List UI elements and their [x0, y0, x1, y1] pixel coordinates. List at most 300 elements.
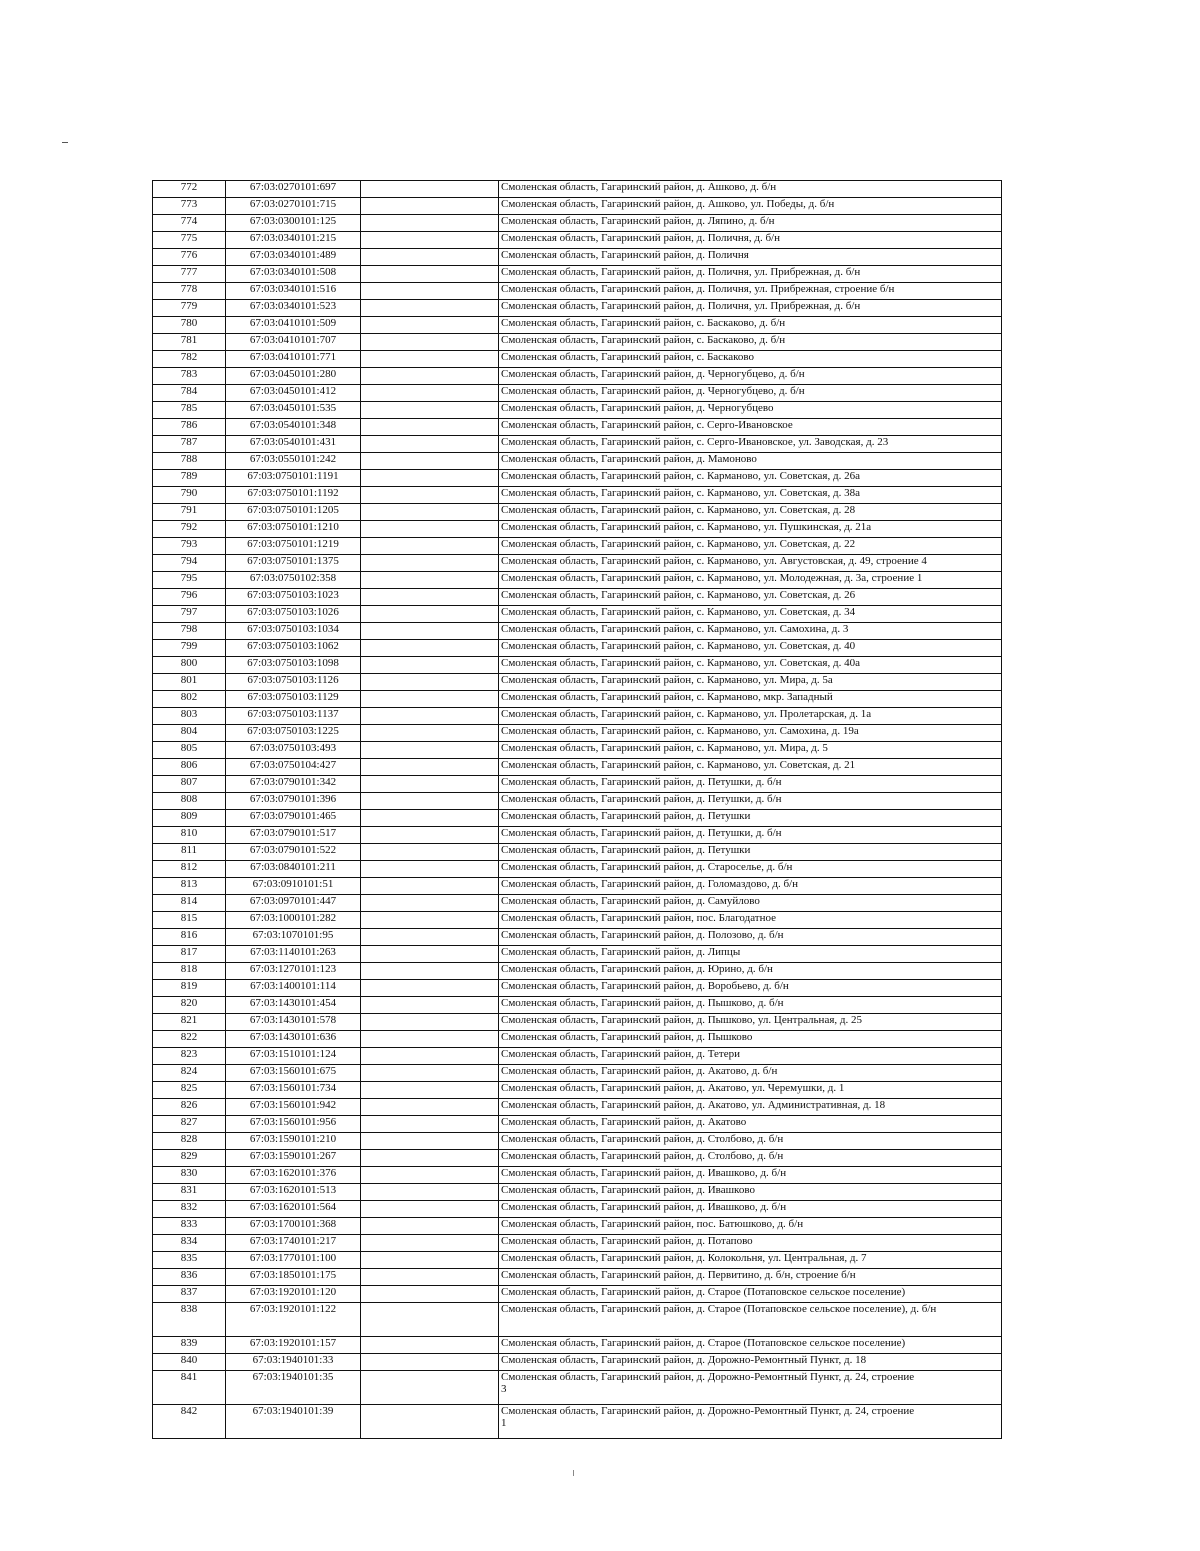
empty-cell [361, 878, 499, 895]
table-row [153, 980, 1002, 997]
row-number-cell: 804 [153, 725, 226, 742]
table-row [153, 1031, 1002, 1048]
address-cell: Смоленская область, Гагаринский район, с. Карманово, ул. Советская, д. 34 [499, 606, 1002, 623]
cadastral-number-cell: 67:03:1430101:636 [226, 1031, 361, 1048]
cadastral-number-cell: 67:03:0340101:489 [226, 249, 361, 266]
empty-cell [361, 453, 499, 470]
row-number-cell: 792 [153, 521, 226, 538]
address-cell: Смоленская область, Гагаринский район, с. Карманово, ул. Советская, д. 26 [499, 589, 1002, 606]
table-row [153, 895, 1002, 912]
empty-cell [361, 589, 499, 606]
row-number-cell: 815 [153, 912, 226, 929]
row-number-cell: 786 [153, 419, 226, 436]
address-cell: Смоленская область, Гагаринский район, с. Карманово, ул. Августовская, д. 49, строение 4 [499, 555, 1002, 572]
table-row [153, 351, 1002, 368]
row-number-cell: 808 [153, 793, 226, 810]
row-number-cell: 777 [153, 266, 226, 283]
cadastral-number-cell: 67:03:0750103:1034 [226, 623, 361, 640]
cadastral-number-cell: 67:03:1270101:123 [226, 963, 361, 980]
row-number-cell: 820 [153, 997, 226, 1014]
cadastral-number-cell: 67:03:1560101:734 [226, 1082, 361, 1099]
address-cell: Смоленская область, Гагаринский район, д. Черногубцево [499, 402, 1002, 419]
row-number-cell: 821 [153, 1014, 226, 1031]
address-cell: Смоленская область, Гагаринский район, д. Петушки, д. б/н [499, 793, 1002, 810]
cadastral-number-cell: 67:03:0790101:517 [226, 827, 361, 844]
table-row [153, 742, 1002, 759]
cadastral-number-cell: 67:03:1700101:368 [226, 1218, 361, 1235]
cadastral-number-cell: 67:03:1740101:217 [226, 1235, 361, 1252]
table-row [153, 1099, 1002, 1116]
empty-cell [361, 334, 499, 351]
row-number-cell: 811 [153, 844, 226, 861]
row-number-cell: 823 [153, 1048, 226, 1065]
cadastral-number-cell: 67:03:0750103:1026 [226, 606, 361, 623]
cadastral-number-cell: 67:03:0540101:431 [226, 436, 361, 453]
address-cell: Смоленская область, Гагаринский район, д. Столбово, д. б/н [499, 1133, 1002, 1150]
registry-table-body [153, 181, 1002, 1439]
cadastral-number-cell: 67:03:0750101:1205 [226, 504, 361, 521]
address-cell: Смоленская область, Гагаринский район, с. Карманово, ул. Советская, д. 26а [499, 470, 1002, 487]
registry-table [152, 180, 1002, 1439]
cadastral-number-cell: 67:03:0970101:447 [226, 895, 361, 912]
empty-cell [361, 1116, 499, 1133]
cadastral-number-cell: 67:03:1140101:263 [226, 946, 361, 963]
table-row [153, 861, 1002, 878]
table-row [153, 385, 1002, 402]
empty-cell [361, 538, 499, 555]
cadastral-number-cell: 67:03:1590101:267 [226, 1150, 361, 1167]
address-cell: Смоленская область, Гагаринский район, д. Пышково, д. б/н [499, 997, 1002, 1014]
cadastral-number-cell: 67:03:1560101:942 [226, 1099, 361, 1116]
address-cell: Смоленская область, Гагаринский район, д. Петушки, д. б/н [499, 776, 1002, 793]
cadastral-number-cell: 67:03:0450101:412 [226, 385, 361, 402]
cadastral-number-cell: 67:03:0300101:125 [226, 215, 361, 232]
table-row [153, 1184, 1002, 1201]
scan-mark [62, 142, 68, 143]
empty-cell [361, 827, 499, 844]
table-row [153, 402, 1002, 419]
table-row [153, 1014, 1002, 1031]
address-cell: Смоленская область, Гагаринский район, д. Потапово [499, 1235, 1002, 1252]
row-number-cell: 835 [153, 1252, 226, 1269]
row-number-cell: 780 [153, 317, 226, 334]
address-cell: Смоленская область, Гагаринский район, с. Серго-Ивановское, ул. Заводская, д. 23 [499, 436, 1002, 453]
empty-cell [361, 640, 499, 657]
table-row [153, 912, 1002, 929]
cadastral-number-cell: 67:03:1430101:454 [226, 997, 361, 1014]
address-cell: Смоленская область, Гагаринский район, с. Карманово, ул. Пролетарская, д. 1а [499, 708, 1002, 725]
empty-cell [361, 674, 499, 691]
table-row [153, 283, 1002, 300]
cadastral-number-cell: 67:03:0450101:535 [226, 402, 361, 419]
table-row [153, 453, 1002, 470]
row-number-cell: 794 [153, 555, 226, 572]
address-cell: Смоленская область, Гагаринский район, с. Баскаково, д. б/н [499, 334, 1002, 351]
cadastral-number-cell: 67:03:0550101:242 [226, 453, 361, 470]
cadastral-number-cell: 67:03:0790101:396 [226, 793, 361, 810]
table-row [153, 198, 1002, 215]
cadastral-number-cell: 67:03:0750103:1098 [226, 657, 361, 674]
row-number-cell: 831 [153, 1184, 226, 1201]
cadastral-number-cell: 67:03:1920101:122 [226, 1303, 361, 1337]
empty-cell [361, 351, 499, 368]
empty-cell [361, 1031, 499, 1048]
empty-cell [361, 912, 499, 929]
row-number-cell: 784 [153, 385, 226, 402]
row-number-cell: 790 [153, 487, 226, 504]
empty-cell [361, 708, 499, 725]
row-number-cell: 828 [153, 1133, 226, 1150]
table-row [153, 317, 1002, 334]
cadastral-number-cell: 67:03:0790101:342 [226, 776, 361, 793]
row-number-cell: 817 [153, 946, 226, 963]
cadastral-number-cell: 67:03:0750104:427 [226, 759, 361, 776]
empty-cell [361, 1354, 499, 1371]
cadastral-number-cell: 67:03:1400101:114 [226, 980, 361, 997]
empty-cell [361, 861, 499, 878]
table-row [153, 946, 1002, 963]
row-number-cell: 798 [153, 623, 226, 640]
address-cell: Смоленская область, Гагаринский район, с. Карманово, ул. Советская, д. 22 [499, 538, 1002, 555]
row-number-cell: 796 [153, 589, 226, 606]
table-row [153, 878, 1002, 895]
address-cell: Смоленская область, Гагаринский район, пос. Благодатное [499, 912, 1002, 929]
table-row [153, 1269, 1002, 1286]
cadastral-number-cell: 67:03:0410101:707 [226, 334, 361, 351]
empty-cell [361, 572, 499, 589]
address-cell: Смоленская область, Гагаринский район, с. Баскаково, д. б/н [499, 317, 1002, 334]
cadastral-number-cell: 67:03:1770101:100 [226, 1252, 361, 1269]
address-cell: Смоленская область, Гагаринский район, д. Липцы [499, 946, 1002, 963]
address-cell: Смоленская область, Гагаринский район, д. Первитино, д. б/н, строение б/н [499, 1269, 1002, 1286]
address-cell: Смоленская область, Гагаринский район, с. Карманово, ул. Советская, д. 40 [499, 640, 1002, 657]
address-cell: Смоленская область, Гагаринский район, пос. Батюшково, д. б/н [499, 1218, 1002, 1235]
row-number-cell: 813 [153, 878, 226, 895]
address-cell: Смоленская область, Гагаринский район, д. Поличня, ул. Прибрежная, строение б/н [499, 283, 1002, 300]
empty-cell [361, 283, 499, 300]
cadastral-number-cell: 67:03:1940101:35 [226, 1371, 361, 1405]
address-cell: Смоленская область, Гагаринский район, д. Петушки, д. б/н [499, 827, 1002, 844]
address-cell: Смоленская область, Гагаринский район, с. Карманово, мкр. Западный [499, 691, 1002, 708]
table-row [153, 1354, 1002, 1371]
table-row [153, 1167, 1002, 1184]
cadastral-number-cell: 67:03:1070101:95 [226, 929, 361, 946]
empty-cell [361, 997, 499, 1014]
row-number-cell: 788 [153, 453, 226, 470]
address-cell: Смоленская область, Гагаринский район, д. Столбово, д. б/н [499, 1150, 1002, 1167]
table-row [153, 793, 1002, 810]
row-number-cell: 782 [153, 351, 226, 368]
cadastral-number-cell: 67:03:0910101:51 [226, 878, 361, 895]
empty-cell [361, 895, 499, 912]
cadastral-number-cell: 67:03:0750101:1192 [226, 487, 361, 504]
address-cell: Смоленская область, Гагаринский район, с. Карманово, ул. Советская, д. 40а [499, 657, 1002, 674]
address-cell: Смоленская область, Гагаринский район, д. Старое (Потаповское сельское поселение) [499, 1337, 1002, 1354]
cadastral-number-cell: 67:03:1920101:120 [226, 1286, 361, 1303]
address-cell: Смоленская область, Гагаринский район, д. Ашково, д. б/н [499, 181, 1002, 198]
address-cell: Смоленская область, Гагаринский район, д. Акатово [499, 1116, 1002, 1133]
empty-cell [361, 555, 499, 572]
cadastral-number-cell: 67:03:0410101:509 [226, 317, 361, 334]
row-number-cell: 791 [153, 504, 226, 521]
empty-cell [361, 232, 499, 249]
row-number-cell: 807 [153, 776, 226, 793]
row-number-cell: 826 [153, 1099, 226, 1116]
row-number-cell: 832 [153, 1201, 226, 1218]
cadastral-number-cell: 67:03:0750103:493 [226, 742, 361, 759]
table-row [153, 300, 1002, 317]
empty-cell [361, 1337, 499, 1354]
address-cell: Смоленская область, Гагаринский район, д. Поличня, ул. Прибрежная, д. б/н [499, 300, 1002, 317]
address-cell: Смоленская область, Гагаринский район, д. Ивашково, д. б/н [499, 1201, 1002, 1218]
empty-cell [361, 1099, 499, 1116]
table-row [153, 1133, 1002, 1150]
empty-cell [361, 1184, 499, 1201]
address-cell: Смоленская область, Гагаринский район, д. Акатово, д. б/н [499, 1065, 1002, 1082]
cadastral-number-cell: 67:03:0750102:358 [226, 572, 361, 589]
empty-cell [361, 385, 499, 402]
empty-cell [361, 198, 499, 215]
cadastral-number-cell: 67:03:0340101:516 [226, 283, 361, 300]
empty-cell [361, 1201, 499, 1218]
cadastral-number-cell: 67:03:0750101:1210 [226, 521, 361, 538]
empty-cell [361, 606, 499, 623]
address-cell: Смоленская область, Гагаринский район, с. Карманово, ул. Советская, д. 21 [499, 759, 1002, 776]
empty-cell [361, 487, 499, 504]
table-row [153, 963, 1002, 980]
table-row [153, 368, 1002, 385]
row-number-cell: 818 [153, 963, 226, 980]
row-number-cell: 809 [153, 810, 226, 827]
address-cell: Смоленская область, Гагаринский район, д. Юрино, д. б/н [499, 963, 1002, 980]
row-number-cell: 795 [153, 572, 226, 589]
empty-cell [361, 1286, 499, 1303]
cadastral-number-cell: 67:03:1430101:578 [226, 1014, 361, 1031]
row-number-cell: 793 [153, 538, 226, 555]
empty-cell [361, 691, 499, 708]
table-row [153, 1235, 1002, 1252]
cadastral-number-cell: 67:03:1940101:39 [226, 1405, 361, 1439]
address-cell: Смоленская область, Гагаринский район, с. Карманово, ул. Мира, д. 5 [499, 742, 1002, 759]
cadastral-number-cell: 67:03:1920101:157 [226, 1337, 361, 1354]
address-cell: Смоленская область, Гагаринский район, д. Староселье, д. б/н [499, 861, 1002, 878]
table-row [153, 827, 1002, 844]
address-cell: Смоленская область, Гагаринский район, с. Карманово, ул. Самохина, д. 3 [499, 623, 1002, 640]
row-number-cell: 785 [153, 402, 226, 419]
scan-speck [573, 1470, 574, 1476]
empty-cell [361, 1252, 499, 1269]
address-cell: Смоленская область, Гагаринский район, с. Карманово, ул. Молодежная, д. 3а, строение 1 [499, 572, 1002, 589]
address-cell: Смоленская область, Гагаринский район, д. Поличня, ул. Прибрежная, д. б/н [499, 266, 1002, 283]
address-cell: Смоленская область, Гагаринский район, д. Ляпино, д. б/н [499, 215, 1002, 232]
empty-cell [361, 521, 499, 538]
empty-cell [361, 1235, 499, 1252]
table-row [153, 776, 1002, 793]
address-cell: Смоленская область, Гагаринский район, с. Карманово, ул. Советская, д. 28 [499, 504, 1002, 521]
table-row [153, 555, 1002, 572]
address-cell: Смоленская область, Гагаринский район, д. Старое (Потаповское сельское поселение) [499, 1286, 1002, 1303]
row-number-cell: 816 [153, 929, 226, 946]
table-row [153, 708, 1002, 725]
empty-cell [361, 980, 499, 997]
table-row [153, 657, 1002, 674]
cadastral-number-cell: 67:03:1940101:33 [226, 1354, 361, 1371]
empty-cell [361, 368, 499, 385]
cadastral-number-cell: 67:03:0750101:1191 [226, 470, 361, 487]
row-number-cell: 803 [153, 708, 226, 725]
address-cell: Смоленская область, Гагаринский район, д. Колокольня, ул. Центральная, д. 7 [499, 1252, 1002, 1269]
cadastral-number-cell: 67:03:0750101:1219 [226, 538, 361, 555]
empty-cell [361, 419, 499, 436]
empty-cell [361, 1014, 499, 1031]
table-row [153, 640, 1002, 657]
table-row [153, 1218, 1002, 1235]
row-number-cell: 825 [153, 1082, 226, 1099]
cadastral-number-cell: 67:03:1850101:175 [226, 1269, 361, 1286]
cadastral-number-cell: 67:03:0270101:697 [226, 181, 361, 198]
table-row [153, 1116, 1002, 1133]
row-number-cell: 837 [153, 1286, 226, 1303]
cadastral-number-cell: 67:03:0410101:771 [226, 351, 361, 368]
address-cell: Смоленская область, Гагаринский район, д. Полозово, д. б/н [499, 929, 1002, 946]
address-cell: Смоленская область, Гагаринский район, д. Воробьево, д. б/н [499, 980, 1002, 997]
row-number-cell: 801 [153, 674, 226, 691]
empty-cell [361, 1065, 499, 1082]
table-row [153, 266, 1002, 283]
table-row [153, 487, 1002, 504]
address-cell: Смоленская область, Гагаринский район, с. Карманово, ул. Самохина, д. 19а [499, 725, 1002, 742]
table-row [153, 504, 1002, 521]
row-number-cell: 833 [153, 1218, 226, 1235]
row-number-cell: 787 [153, 436, 226, 453]
empty-cell [361, 1218, 499, 1235]
table-row [153, 691, 1002, 708]
cadastral-number-cell: 67:03:0840101:211 [226, 861, 361, 878]
empty-cell [361, 215, 499, 232]
address-cell: Смоленская область, Гагаринский район, д. Акатово, ул. Административная, д. 18 [499, 1099, 1002, 1116]
table-row [153, 232, 1002, 249]
table-row [153, 589, 1002, 606]
table-row [153, 181, 1002, 198]
row-number-cell: 806 [153, 759, 226, 776]
empty-cell [361, 623, 499, 640]
cadastral-number-cell: 67:03:0340101:215 [226, 232, 361, 249]
empty-cell [361, 657, 499, 674]
empty-cell [361, 759, 499, 776]
table-row [153, 470, 1002, 487]
empty-cell [361, 504, 499, 521]
empty-cell [361, 963, 499, 980]
cadastral-number-cell: 67:03:1620101:513 [226, 1184, 361, 1201]
row-number-cell: 834 [153, 1235, 226, 1252]
row-number-cell: 775 [153, 232, 226, 249]
table-row [153, 215, 1002, 232]
empty-cell [361, 402, 499, 419]
empty-cell [361, 946, 499, 963]
row-number-cell: 840 [153, 1354, 226, 1371]
row-number-cell: 839 [153, 1337, 226, 1354]
table-row [153, 538, 1002, 555]
cadastral-number-cell: 67:03:1560101:675 [226, 1065, 361, 1082]
empty-cell [361, 844, 499, 861]
table-row [153, 1303, 1002, 1337]
cadastral-number-cell: 67:03:0450101:280 [226, 368, 361, 385]
address-cell: Смоленская область, Гагаринский район, д. Голомаздово, д. б/н [499, 878, 1002, 895]
cadastral-number-cell: 67:03:1620101:564 [226, 1201, 361, 1218]
empty-cell [361, 810, 499, 827]
table-row [153, 334, 1002, 351]
table-row [153, 1286, 1002, 1303]
table-row [153, 725, 1002, 742]
row-number-cell: 799 [153, 640, 226, 657]
cadastral-number-cell: 67:03:0340101:508 [226, 266, 361, 283]
table-row [153, 1048, 1002, 1065]
address-cell: Смоленская область, Гагаринский район, с. Карманово, ул. Мира, д. 5а [499, 674, 1002, 691]
table-row [153, 1405, 1002, 1439]
row-number-cell: 802 [153, 691, 226, 708]
row-number-cell: 819 [153, 980, 226, 997]
empty-cell [361, 1167, 499, 1184]
row-number-cell: 812 [153, 861, 226, 878]
cadastral-number-cell: 67:03:1590101:210 [226, 1133, 361, 1150]
row-number-cell: 842 [153, 1405, 226, 1439]
empty-cell [361, 929, 499, 946]
table-row [153, 1082, 1002, 1099]
table-row [153, 1150, 1002, 1167]
empty-cell [361, 1048, 499, 1065]
empty-cell [361, 1133, 499, 1150]
cadastral-number-cell: 67:03:0750103:1126 [226, 674, 361, 691]
address-cell: Смоленская область, Гагаринский район, д. Ивашково, д. б/н [499, 1167, 1002, 1184]
cadastral-number-cell: 67:03:0750103:1137 [226, 708, 361, 725]
row-number-cell: 810 [153, 827, 226, 844]
table-row [153, 674, 1002, 691]
address-cell: Смоленская область, Гагаринский район, д. Ивашково [499, 1184, 1002, 1201]
address-cell: Смоленская область, Гагаринский район, д. Поличня [499, 249, 1002, 266]
row-number-cell: 773 [153, 198, 226, 215]
cadastral-number-cell: 67:03:0270101:715 [226, 198, 361, 215]
empty-cell [361, 436, 499, 453]
address-cell: Смоленская область, Гагаринский район, д. Ашково, ул. Победы, д. б/н [499, 198, 1002, 215]
empty-cell [361, 1269, 499, 1286]
row-number-cell: 778 [153, 283, 226, 300]
address-cell: Смоленская область, Гагаринский район, д. Черногубцево, д. б/н [499, 385, 1002, 402]
cadastral-number-cell: 67:03:0340101:523 [226, 300, 361, 317]
row-number-cell: 814 [153, 895, 226, 912]
row-number-cell: 772 [153, 181, 226, 198]
cadastral-number-cell: 67:03:0750103:1062 [226, 640, 361, 657]
table-row [153, 810, 1002, 827]
row-number-cell: 824 [153, 1065, 226, 1082]
address-cell: Смоленская область, Гагаринский район, д. Петушки [499, 810, 1002, 827]
empty-cell [361, 1303, 499, 1337]
empty-cell [361, 317, 499, 334]
row-number-cell: 789 [153, 470, 226, 487]
cadastral-number-cell: 67:03:0750101:1375 [226, 555, 361, 572]
row-number-cell: 836 [153, 1269, 226, 1286]
row-number-cell: 830 [153, 1167, 226, 1184]
row-number-cell: 838 [153, 1303, 226, 1337]
address-cell: Смоленская область, Гагаринский район, с. Баскаково [499, 351, 1002, 368]
empty-cell [361, 266, 499, 283]
row-number-cell: 783 [153, 368, 226, 385]
cadastral-number-cell: 67:03:0750103:1225 [226, 725, 361, 742]
address-cell: Смоленская область, Гагаринский район, с. Карманово, ул. Советская, д. 38а [499, 487, 1002, 504]
empty-cell [361, 793, 499, 810]
row-number-cell: 797 [153, 606, 226, 623]
cadastral-number-cell: 67:03:1510101:124 [226, 1048, 361, 1065]
cadastral-number-cell: 67:03:1620101:376 [226, 1167, 361, 1184]
